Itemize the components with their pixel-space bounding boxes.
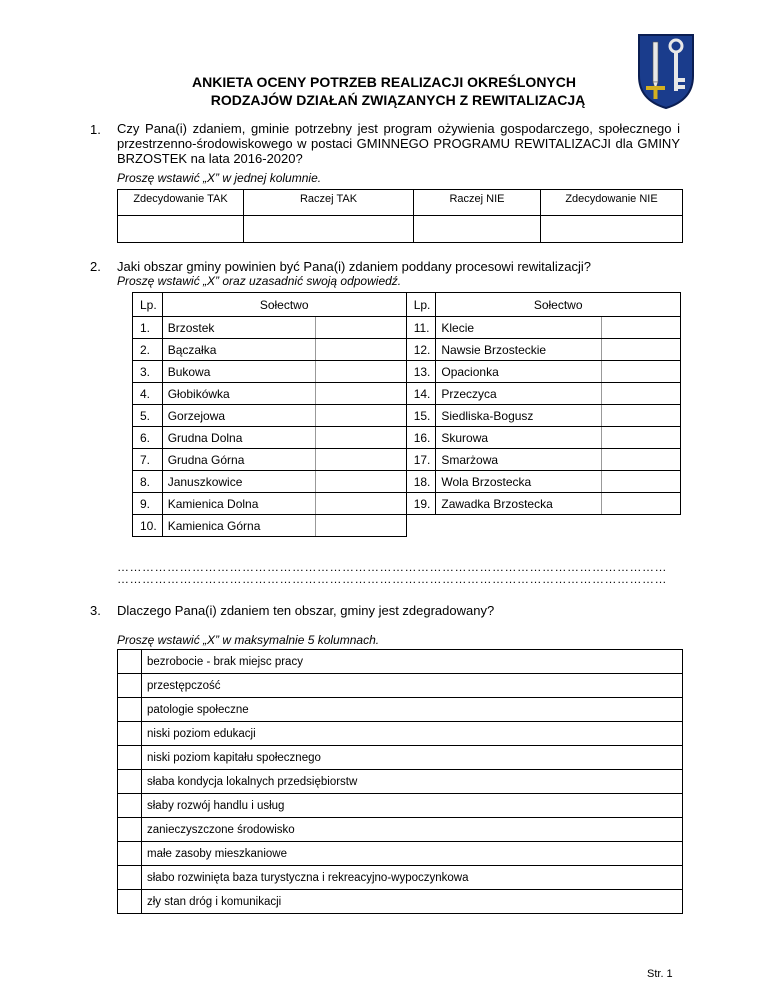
table-row: [118, 890, 683, 914]
row-number: 13.: [406, 361, 436, 383]
q3-instruction: Proszę wstawić „X” w maksymalnie 5 kolumnach.: [117, 633, 380, 647]
table-row: [118, 722, 683, 746]
q3-number: 3.: [90, 603, 101, 618]
solectwo-mark-cell[interactable]: [602, 339, 681, 361]
empty-cell: [406, 515, 680, 537]
solectwo-name: Kamienica Dolna: [162, 493, 315, 515]
table-row: [133, 427, 681, 449]
title-line-1: ANKIETA OCENY POTRZEB REALIZACJI OKREŚLONYCH: [192, 74, 576, 90]
q1-header-1: Raczej TAK: [244, 190, 414, 216]
solectwo-mark-cell[interactable]: [315, 361, 406, 383]
q3-text: Dlaczego Pana(i) zdaniem ten obszar, gminy jest zdegradowany?: [117, 603, 495, 618]
solectwo-name: Zawadka Brzostecka: [436, 493, 602, 515]
solectwo-name: Nawsie Brzosteckie: [436, 339, 602, 361]
solectwo-name: Gorzejowa: [162, 405, 315, 427]
solectwo-mark-cell[interactable]: [315, 383, 406, 405]
solectwo-mark-cell[interactable]: [315, 427, 406, 449]
row-number: 10.: [133, 515, 163, 537]
row-number: 18.: [406, 471, 436, 493]
row-number: 15.: [406, 405, 436, 427]
solectwo-mark-cell[interactable]: [315, 515, 406, 537]
solectwo-name: Grudna Górna: [162, 449, 315, 471]
solectwo-name: Opacionka: [436, 361, 602, 383]
solectwo-mark-cell[interactable]: [315, 471, 406, 493]
row-number: 2.: [133, 339, 163, 361]
row-number: 16.: [406, 427, 436, 449]
option-mark-cell[interactable]: [118, 866, 142, 890]
row-number: 1.: [133, 317, 163, 339]
solectwo-name: Skurowa: [436, 427, 602, 449]
solectwo-mark-cell[interactable]: [315, 317, 406, 339]
option-mark-cell[interactable]: [118, 794, 142, 818]
row-number: 17.: [406, 449, 436, 471]
table-row: [133, 361, 681, 383]
solectwo-name: Smarżowa: [436, 449, 602, 471]
table-row: [118, 674, 683, 698]
option-label: słaby rozwój handlu i usług: [142, 794, 683, 818]
q2-justification-line[interactable]: ……………………………………………………………………………………………………………………: [117, 572, 667, 586]
option-label: niski poziom edukacji: [142, 722, 683, 746]
q1-number: 1.: [90, 122, 101, 137]
row-number: 6.: [133, 427, 163, 449]
row-number: 7.: [133, 449, 163, 471]
q2-header-lp: Lp.: [406, 293, 436, 317]
table-row: [133, 383, 681, 405]
table-row: [133, 471, 681, 493]
option-mark-cell[interactable]: [118, 650, 142, 674]
table-row: [133, 405, 681, 427]
table-row: [118, 746, 683, 770]
q2-solectwo-table: [132, 292, 681, 537]
table-row: [133, 515, 681, 537]
solectwo-name: Kamienica Górna: [162, 515, 315, 537]
row-number: 12.: [406, 339, 436, 361]
solectwo-mark-cell[interactable]: [315, 339, 406, 361]
solectwo-name: Grudna Dolna: [162, 427, 315, 449]
solectwo-mark-cell[interactable]: [315, 493, 406, 515]
q1-answer-table: [117, 189, 683, 243]
q1-instruction: Proszę wstawić „X” w jednej kolumnie.: [117, 171, 322, 185]
option-mark-cell[interactable]: [118, 842, 142, 866]
table-row: [118, 698, 683, 722]
q2-number: 2.: [90, 259, 101, 274]
table-row: [118, 866, 683, 890]
solectwo-name: Przeczyca: [436, 383, 602, 405]
row-number: 4.: [133, 383, 163, 405]
row-number: 14.: [406, 383, 436, 405]
solectwo-name: Siedliska-Bogusz: [436, 405, 602, 427]
table-row: [118, 650, 683, 674]
row-number: 3.: [133, 361, 163, 383]
q2-instruction: Proszę wstawić „X” oraz uzasadnić swoją odpowiedź.: [117, 274, 402, 288]
solectwo-mark-cell[interactable]: [602, 405, 681, 427]
solectwo-mark-cell[interactable]: [315, 449, 406, 471]
row-number: 19.: [406, 493, 436, 515]
solectwo-mark-cell[interactable]: [602, 383, 681, 405]
solectwo-name: Klecie: [436, 317, 602, 339]
q1-header-3: Zdecydowanie NIE: [541, 190, 683, 216]
option-mark-cell[interactable]: [118, 770, 142, 794]
option-label: słaba kondycja lokalnych przedsiębiorstw: [142, 770, 683, 794]
option-label: zły stan dróg i komunikacji: [142, 890, 683, 914]
solectwo-mark-cell[interactable]: [602, 471, 681, 493]
table-row: [133, 449, 681, 471]
page-number: Str. 1: [647, 968, 673, 980]
option-label: małe zasoby mieszkaniowe: [142, 842, 683, 866]
q2-header-solectwo: Sołectwo: [162, 293, 406, 317]
q1-answer-cell[interactable]: [414, 216, 541, 243]
q2-header-lp: Lp.: [133, 293, 163, 317]
table-row: [133, 317, 681, 339]
solectwo-mark-cell[interactable]: [315, 405, 406, 427]
q1-answer-cell[interactable]: [244, 216, 414, 243]
table-row: [118, 818, 683, 842]
q1-answer-cell[interactable]: [541, 216, 683, 243]
q1-answer-cell[interactable]: [118, 216, 244, 243]
solectwo-name: Głobikówka: [162, 383, 315, 405]
solectwo-mark-cell[interactable]: [602, 427, 681, 449]
option-mark-cell[interactable]: [118, 674, 142, 698]
row-number: 11.: [406, 317, 436, 339]
option-mark-cell[interactable]: [118, 698, 142, 722]
option-mark-cell[interactable]: [118, 890, 142, 914]
option-label: słabo rozwinięta baza turystyczna i rekreacyjno-wypoczynkowa: [142, 866, 683, 890]
table-row: [133, 493, 681, 515]
table-row: [118, 842, 683, 866]
q2-text: Jaki obszar gminy powinien być Pana(i) zdaniem poddany procesowi rewitalizacji?: [117, 259, 592, 274]
option-mark-cell[interactable]: [118, 722, 142, 746]
option-label: przestępczość: [142, 674, 683, 698]
q3-options-table: [117, 649, 683, 914]
title-line-2: RODZAJÓW DZIAŁAŃ ZWIĄZANYCH Z REWITALIZACJĄ: [210, 92, 586, 108]
row-number: 5.: [133, 405, 163, 427]
table-row: [133, 339, 681, 361]
row-number: 9.: [133, 493, 163, 515]
q1-header-0: Zdecydowanie TAK: [118, 190, 244, 216]
solectwo-mark-cell[interactable]: [602, 361, 681, 383]
option-label: bezrobocie - brak miejsc pracy: [142, 650, 683, 674]
solectwo-mark-cell[interactable]: [602, 493, 681, 515]
table-row: [118, 770, 683, 794]
option-mark-cell[interactable]: [118, 818, 142, 842]
solectwo-name: Bączałka: [162, 339, 315, 361]
q2-justification-line[interactable]: ……………………………………………………………………………………………………………………: [117, 560, 667, 574]
q2-header-solectwo: Sołectwo: [436, 293, 681, 317]
solectwo-mark-cell[interactable]: [602, 449, 681, 471]
solectwo-name: Januszkowice: [162, 471, 315, 493]
table-row: [118, 794, 683, 818]
solectwo-mark-cell[interactable]: [602, 317, 681, 339]
option-mark-cell[interactable]: [118, 746, 142, 770]
solectwo-name: Wola Brzostecka: [436, 471, 602, 493]
row-number: 8.: [133, 471, 163, 493]
q1-header-2: Raczej NIE: [414, 190, 541, 216]
option-label: niski poziom kapitału społecznego: [142, 746, 683, 770]
q1-text: Czy Pana(i) zdaniem, gminie potrzebny jest program ożywienia gospodarczego, społecznego i przestrzenno-środowiskowego w postaci GMINNEGO PROGRAMU REWITALIZACJI dla GMINY BRZOSTEK na lata 2016-2020?: [117, 121, 680, 166]
solectwo-name: Brzostek: [162, 317, 315, 339]
option-label: patologie społeczne: [142, 698, 683, 722]
solectwo-name: Bukowa: [162, 361, 315, 383]
option-label: zanieczyszczone środowisko: [142, 818, 683, 842]
